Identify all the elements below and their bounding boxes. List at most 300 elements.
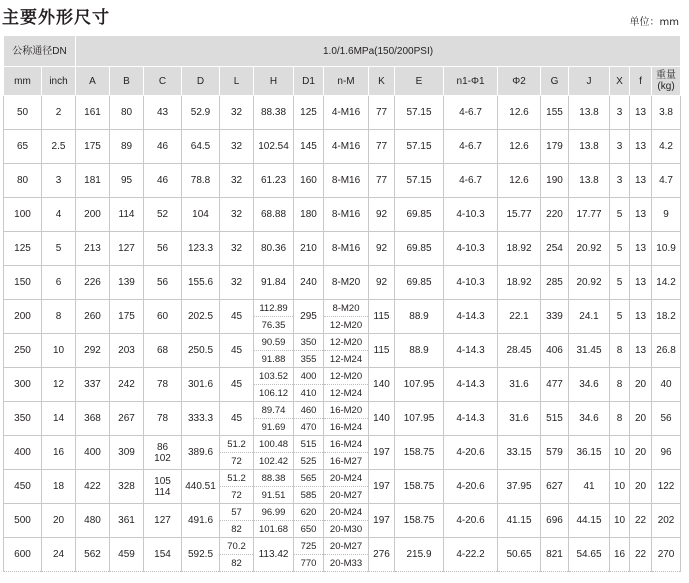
dim-c-value: 102: [154, 452, 171, 464]
dim-d-cell: 333.3: [182, 402, 220, 436]
weight-cell: 270: [652, 538, 681, 572]
dim-phi2-cell: 15.77: [498, 198, 541, 232]
col-header-l: L: [220, 67, 254, 96]
table-row: [4, 130, 681, 164]
dim-phi2-cell: 41.15: [498, 504, 541, 538]
dim-j-cell: 31.45: [569, 334, 610, 368]
dim-e-cell: 88.9: [395, 300, 444, 334]
dim-a-cell: 480: [76, 504, 110, 538]
dn-mm-cell: 200: [4, 300, 42, 334]
dim-l-cell: 45: [220, 334, 254, 368]
dim-g-cell: 627: [541, 470, 569, 504]
dim-k-cell: 115: [369, 334, 395, 368]
dim-d1-cell: 460: [294, 402, 324, 419]
dim-h-cell: 88.38: [254, 96, 294, 130]
dim-f-cell: 20: [630, 436, 652, 470]
dim-b-cell: 328: [110, 470, 144, 504]
dim-phi2-cell: 28.45: [498, 334, 541, 368]
dn-inch-cell: 10: [42, 334, 76, 368]
dim-f-cell: 13: [630, 266, 652, 300]
bolt-spec-cell: 12-M20: [324, 317, 369, 334]
dim-phi2-cell: 31.6: [498, 402, 541, 436]
header-dn: 公称通径DN: [4, 36, 76, 67]
dn-inch-cell: 2.5: [42, 130, 76, 164]
dn-inch-cell: 12: [42, 368, 76, 402]
col-header-c: C: [144, 67, 182, 96]
weight-cell: 9: [652, 198, 681, 232]
dim-d1-cell: 725: [294, 538, 324, 555]
dn-mm-cell: 125: [4, 232, 42, 266]
dim-phi2-cell: 12.6: [498, 164, 541, 198]
dim-a-cell: 292: [76, 334, 110, 368]
dim-d1-cell: 770: [294, 555, 324, 572]
weight-cell: 56: [652, 402, 681, 436]
hole-spec-cell: 4-6.7: [444, 96, 498, 130]
dim-e-cell: 69.85: [395, 266, 444, 300]
hole-spec-cell: 4-20.6: [444, 504, 498, 538]
dn-mm-cell: 250: [4, 334, 42, 368]
dim-phi2-cell: 22.1: [498, 300, 541, 334]
dim-k-cell: 92: [369, 232, 395, 266]
col-header-d: D: [182, 67, 220, 96]
bolt-spec-cell: 12-M24: [324, 351, 369, 368]
dim-h-cell: 76.35: [254, 317, 294, 334]
hole-spec-cell: 4-10.3: [444, 232, 498, 266]
dim-h-cell: 103.52: [254, 368, 294, 385]
dim-e-cell: 158.75: [395, 504, 444, 538]
bolt-spec-cell: 20-M24: [324, 504, 369, 521]
dim-b-cell: 139: [110, 266, 144, 300]
dim-k-cell: 197: [369, 436, 395, 470]
hole-spec-cell: 4-14.3: [444, 402, 498, 436]
hole-spec-cell: 4-10.3: [444, 198, 498, 232]
dim-a-cell: 562: [76, 538, 110, 572]
dim-f-cell: 13: [630, 232, 652, 266]
col-header-j: J: [569, 67, 610, 96]
dim-h-cell: 88.38: [254, 470, 294, 487]
dim-a-cell: 337: [76, 368, 110, 402]
dim-b-cell: 175: [110, 300, 144, 334]
weight-label: 重量: [656, 70, 677, 81]
weight-cell: 3.8: [652, 96, 681, 130]
dim-g-cell: 155: [541, 96, 569, 130]
bolt-spec-cell: 16-M27: [324, 453, 369, 470]
weight-unit: (kg): [657, 81, 675, 92]
dim-j-cell: 41: [569, 470, 610, 504]
header-pressure: 1.0/1.6MPa(150/200PSI): [76, 36, 681, 67]
dim-phi2-cell: 12.6: [498, 96, 541, 130]
weight-cell: 4.7: [652, 164, 681, 198]
dim-x-cell: 8: [610, 368, 630, 402]
dim-j-cell: 17.77: [569, 198, 610, 232]
dim-d1-cell: 355: [294, 351, 324, 368]
dim-h-cell: 90.59: [254, 334, 294, 351]
dim-c-cell: 46: [144, 164, 182, 198]
dim-j-cell: 20.92: [569, 266, 610, 300]
dim-d1-cell: 350: [294, 334, 324, 351]
dim-g-cell: 179: [541, 130, 569, 164]
dim-h-cell: 101.68: [254, 521, 294, 538]
dim-l-cell: 45: [220, 402, 254, 436]
dim-c-cell: 56: [144, 266, 182, 300]
dim-f-cell: 13: [630, 164, 652, 198]
dim-d1-cell: 470: [294, 419, 324, 436]
dim-e-cell: 69.85: [395, 198, 444, 232]
dim-a-cell: 260: [76, 300, 110, 334]
dim-c-cell: 60: [144, 300, 182, 334]
dim-j-cell: 36.15: [569, 436, 610, 470]
dim-x-cell: 5: [610, 232, 630, 266]
dim-k-cell: 77: [369, 96, 395, 130]
dim-d1-cell: 565: [294, 470, 324, 487]
dim-g-cell: 515: [541, 402, 569, 436]
weight-cell: 14.2: [652, 266, 681, 300]
dim-d-cell: 440.51: [182, 470, 220, 504]
dim-g-cell: 579: [541, 436, 569, 470]
dim-l-cell: 32: [220, 130, 254, 164]
dim-d1-cell: 620: [294, 504, 324, 521]
dim-e-cell: 57.15: [395, 130, 444, 164]
dim-c-cell: 78: [144, 368, 182, 402]
dim-phi2-cell: 50.65: [498, 538, 541, 572]
weight-cell: 40: [652, 368, 681, 402]
dim-d1-cell: 295: [294, 300, 324, 334]
dim-b-cell: 267: [110, 402, 144, 436]
dim-l-cell: 82: [220, 521, 254, 538]
weight-cell: 96: [652, 436, 681, 470]
dim-f-cell: 20: [630, 470, 652, 504]
dim-h-cell: 89.74: [254, 402, 294, 419]
dim-k-cell: 77: [369, 164, 395, 198]
dim-f-cell: 13: [630, 96, 652, 130]
col-header-phi2: Φ2: [498, 67, 541, 96]
dn-mm-cell: 150: [4, 266, 42, 300]
dim-e-cell: 57.15: [395, 164, 444, 198]
dim-a-cell: 213: [76, 232, 110, 266]
dim-x-cell: 5: [610, 266, 630, 300]
dn-mm-cell: 300: [4, 368, 42, 402]
dim-l-cell: 51.2: [220, 470, 254, 487]
dim-h-cell: 100.48: [254, 436, 294, 453]
bolt-spec-cell: 20-M33: [324, 555, 369, 572]
dim-d-cell: 78.8: [182, 164, 220, 198]
table-row: [4, 470, 681, 487]
dim-h-cell: 91.88: [254, 351, 294, 368]
dim-l-cell: 32: [220, 198, 254, 232]
dim-f-cell: 20: [630, 368, 652, 402]
dim-d-cell: 155.6: [182, 266, 220, 300]
col-header-h: H: [254, 67, 294, 96]
dim-d-cell: 123.3: [182, 232, 220, 266]
dn-inch-cell: 2: [42, 96, 76, 130]
dim-f-cell: 22: [630, 504, 652, 538]
dim-e-cell: 69.85: [395, 232, 444, 266]
table-row: [4, 266, 681, 300]
dim-d-cell: 64.5: [182, 130, 220, 164]
dim-l-cell: 32: [220, 266, 254, 300]
dim-h-cell: 113.42: [254, 538, 294, 572]
dim-x-cell: 3: [610, 96, 630, 130]
dim-x-cell: 3: [610, 164, 630, 198]
weight-cell: 10.9: [652, 232, 681, 266]
hole-spec-cell: 4-20.6: [444, 470, 498, 504]
dim-g-cell: 285: [541, 266, 569, 300]
table-row: [4, 300, 681, 317]
dim-b-cell: 95: [110, 164, 144, 198]
dim-c-cell: [144, 436, 182, 470]
dim-l-cell: 32: [220, 96, 254, 130]
dim-d1-cell: 515: [294, 436, 324, 453]
dim-d1-cell: 240: [294, 266, 324, 300]
dn-inch-cell: 6: [42, 266, 76, 300]
dim-d1-cell: 585: [294, 487, 324, 504]
dim-j-cell: 34.6: [569, 402, 610, 436]
dim-g-cell: 339: [541, 300, 569, 334]
table-row: [4, 198, 681, 232]
dim-g-cell: 696: [541, 504, 569, 538]
dim-b-cell: 309: [110, 436, 144, 470]
dim-f-cell: 13: [630, 130, 652, 164]
dn-mm-cell: 65: [4, 130, 42, 164]
bolt-spec-cell: 20-M27: [324, 487, 369, 504]
table-row: [4, 96, 681, 130]
col-header-d1: D1: [294, 67, 324, 96]
bolt-spec-cell: 12-M20: [324, 334, 369, 351]
dimensions-table: [3, 35, 681, 572]
dim-l-cell: 72: [220, 453, 254, 470]
dim-f-cell: 20: [630, 402, 652, 436]
dim-b-cell: 80: [110, 96, 144, 130]
dim-a-cell: 175: [76, 130, 110, 164]
dim-c-value: 86: [156, 441, 169, 453]
col-header-k: K: [369, 67, 395, 96]
bolt-spec-cell: 20-M24: [324, 470, 369, 487]
dim-l-cell: 45: [220, 300, 254, 334]
col-header-n1-phi1: n1-Φ1: [444, 67, 498, 96]
dim-phi2-cell: 37.95: [498, 470, 541, 504]
dim-j-cell: 24.1: [569, 300, 610, 334]
dim-b-cell: 203: [110, 334, 144, 368]
dim-h-cell: 91.69: [254, 419, 294, 436]
dim-h-cell: 68.88: [254, 198, 294, 232]
bolt-spec-cell: 4-M16: [324, 130, 369, 164]
weight-cell: 122: [652, 470, 681, 504]
dim-b-cell: 459: [110, 538, 144, 572]
col-header-mm: mm: [4, 67, 42, 96]
dim-x-cell: 10: [610, 504, 630, 538]
hole-spec-cell: 4-14.3: [444, 300, 498, 334]
dim-j-cell: 13.8: [569, 96, 610, 130]
dim-k-cell: 140: [369, 402, 395, 436]
dim-b-cell: 242: [110, 368, 144, 402]
dn-inch-cell: 5: [42, 232, 76, 266]
dim-phi2-cell: 12.6: [498, 130, 541, 164]
dim-d-cell: 491.6: [182, 504, 220, 538]
dn-mm-cell: 450: [4, 470, 42, 504]
dim-g-cell: 821: [541, 538, 569, 572]
dim-c-cell: 52: [144, 198, 182, 232]
col-header-inch: inch: [42, 67, 76, 96]
dim-c-cell: 68: [144, 334, 182, 368]
hole-spec-cell: 4-20.6: [444, 436, 498, 470]
dim-j-cell: 20.92: [569, 232, 610, 266]
dn-inch-cell: 18: [42, 470, 76, 504]
dim-x-cell: 3: [610, 130, 630, 164]
dim-d-cell: 202.5: [182, 300, 220, 334]
hole-spec-cell: 4-14.3: [444, 368, 498, 402]
table-row: [4, 164, 681, 198]
table-row: [4, 538, 681, 555]
dim-e-cell: 88.9: [395, 334, 444, 368]
table-row: [4, 436, 681, 453]
dim-g-cell: 477: [541, 368, 569, 402]
dim-g-cell: 220: [541, 198, 569, 232]
dim-l-cell: 32: [220, 164, 254, 198]
dim-c-cell: [144, 470, 182, 504]
dim-d1-cell: 145: [294, 130, 324, 164]
dim-f-cell: 13: [630, 198, 652, 232]
dn-inch-cell: 20: [42, 504, 76, 538]
col-header-g: G: [541, 67, 569, 96]
dim-b-cell: 361: [110, 504, 144, 538]
dim-x-cell: 8: [610, 334, 630, 368]
dim-b-cell: 127: [110, 232, 144, 266]
dim-c-cell: 43: [144, 96, 182, 130]
dim-phi2-cell: 31.6: [498, 368, 541, 402]
weight-cell: 4.2: [652, 130, 681, 164]
dim-f-cell: 13: [630, 300, 652, 334]
dim-c-cell: 46: [144, 130, 182, 164]
bolt-spec-cell: 16-M20: [324, 402, 369, 419]
weight-cell: 18.2: [652, 300, 681, 334]
hole-spec-cell: 4-6.7: [444, 164, 498, 198]
dim-g-cell: 190: [541, 164, 569, 198]
dn-mm-cell: 500: [4, 504, 42, 538]
bolt-spec-cell: 8-M16: [324, 164, 369, 198]
dim-l-cell: 70.2: [220, 538, 254, 555]
bolt-spec-cell: 20-M27: [324, 538, 369, 555]
table-body: [4, 96, 681, 572]
bolt-spec-cell: 12-M20: [324, 368, 369, 385]
dim-a-cell: 422: [76, 470, 110, 504]
dim-d1-cell: 210: [294, 232, 324, 266]
dim-j-cell: 13.8: [569, 130, 610, 164]
dim-h-cell: 61.23: [254, 164, 294, 198]
dim-d-cell: 389.6: [182, 436, 220, 470]
dim-h-cell: 112.89: [254, 300, 294, 317]
dim-l-cell: 57: [220, 504, 254, 521]
dim-j-cell: 44.15: [569, 504, 610, 538]
dim-d-cell: 592.5: [182, 538, 220, 572]
dim-d-cell: 104: [182, 198, 220, 232]
dim-h-cell: 91.51: [254, 487, 294, 504]
dim-k-cell: 77: [369, 130, 395, 164]
page-title: 主要外形尺寸: [2, 8, 110, 28]
weight-cell: 202: [652, 504, 681, 538]
dim-phi2-cell: 18.92: [498, 266, 541, 300]
dim-a-cell: 200: [76, 198, 110, 232]
table-row: [4, 334, 681, 351]
dim-j-cell: 34.6: [569, 368, 610, 402]
dim-f-cell: 22: [630, 538, 652, 572]
dim-a-cell: 400: [76, 436, 110, 470]
dim-a-cell: 226: [76, 266, 110, 300]
dim-phi2-cell: 33.15: [498, 436, 541, 470]
dim-d1-cell: 180: [294, 198, 324, 232]
hole-spec-cell: 4-10.3: [444, 266, 498, 300]
dim-d-cell: 250.5: [182, 334, 220, 368]
dn-mm-cell: 100: [4, 198, 42, 232]
dim-h-cell: 106.12: [254, 385, 294, 402]
dim-j-cell: 13.8: [569, 164, 610, 198]
dim-d-cell: 52.9: [182, 96, 220, 130]
bolt-spec-cell: 8-M16: [324, 232, 369, 266]
dn-inch-cell: 14: [42, 402, 76, 436]
table-row: [4, 368, 681, 385]
dim-k-cell: 197: [369, 504, 395, 538]
dim-d1-cell: 410: [294, 385, 324, 402]
dim-k-cell: 140: [369, 368, 395, 402]
unit-label: 单位：mm: [629, 17, 679, 28]
dn-mm-cell: 600: [4, 538, 42, 572]
dim-l-cell: 82: [220, 555, 254, 572]
dim-a-cell: 161: [76, 96, 110, 130]
dim-k-cell: 92: [369, 266, 395, 300]
dim-l-cell: 51.2: [220, 436, 254, 453]
dim-x-cell: 10: [610, 470, 630, 504]
bolt-spec-cell: 8-M16: [324, 198, 369, 232]
dim-d1-cell: 400: [294, 368, 324, 385]
dim-e-cell: 158.75: [395, 470, 444, 504]
col-header-f: f: [630, 67, 652, 96]
bolt-spec-cell: 20-M30: [324, 521, 369, 538]
dim-d1-cell: 160: [294, 164, 324, 198]
dim-f-cell: 13: [630, 334, 652, 368]
dim-x-cell: 5: [610, 300, 630, 334]
dim-k-cell: 276: [369, 538, 395, 572]
hole-spec-cell: 4-14.3: [444, 334, 498, 368]
dim-l-cell: 45: [220, 368, 254, 402]
bolt-spec-cell: 8-M20: [324, 266, 369, 300]
dim-k-cell: 115: [369, 300, 395, 334]
dn-inch-cell: 3: [42, 164, 76, 198]
col-header-b: B: [110, 67, 144, 96]
dim-e-cell: 107.95: [395, 402, 444, 436]
dim-k-cell: 92: [369, 198, 395, 232]
dn-inch-cell: 8: [42, 300, 76, 334]
col-header-n-m: n-M: [324, 67, 369, 96]
dim-c-cell: 127: [144, 504, 182, 538]
dim-l-cell: 32: [220, 232, 254, 266]
dim-e-cell: 158.75: [395, 436, 444, 470]
hole-spec-cell: 4-6.7: [444, 130, 498, 164]
dim-e-cell: 215.9: [395, 538, 444, 572]
dim-d1-cell: 650: [294, 521, 324, 538]
dim-h-cell: 96.99: [254, 504, 294, 521]
dim-b-cell: 114: [110, 198, 144, 232]
dim-d1-cell: 125: [294, 96, 324, 130]
dim-x-cell: 16: [610, 538, 630, 572]
dim-b-cell: 89: [110, 130, 144, 164]
dn-inch-cell: 24: [42, 538, 76, 572]
col-header-weight: [652, 67, 681, 96]
dim-g-cell: 254: [541, 232, 569, 266]
dim-j-cell: 54.65: [569, 538, 610, 572]
bolt-spec-cell: 12-M24: [324, 385, 369, 402]
dim-k-cell: 197: [369, 470, 395, 504]
bolt-spec-cell: 16-M24: [324, 419, 369, 436]
dim-h-cell: 102.54: [254, 130, 294, 164]
